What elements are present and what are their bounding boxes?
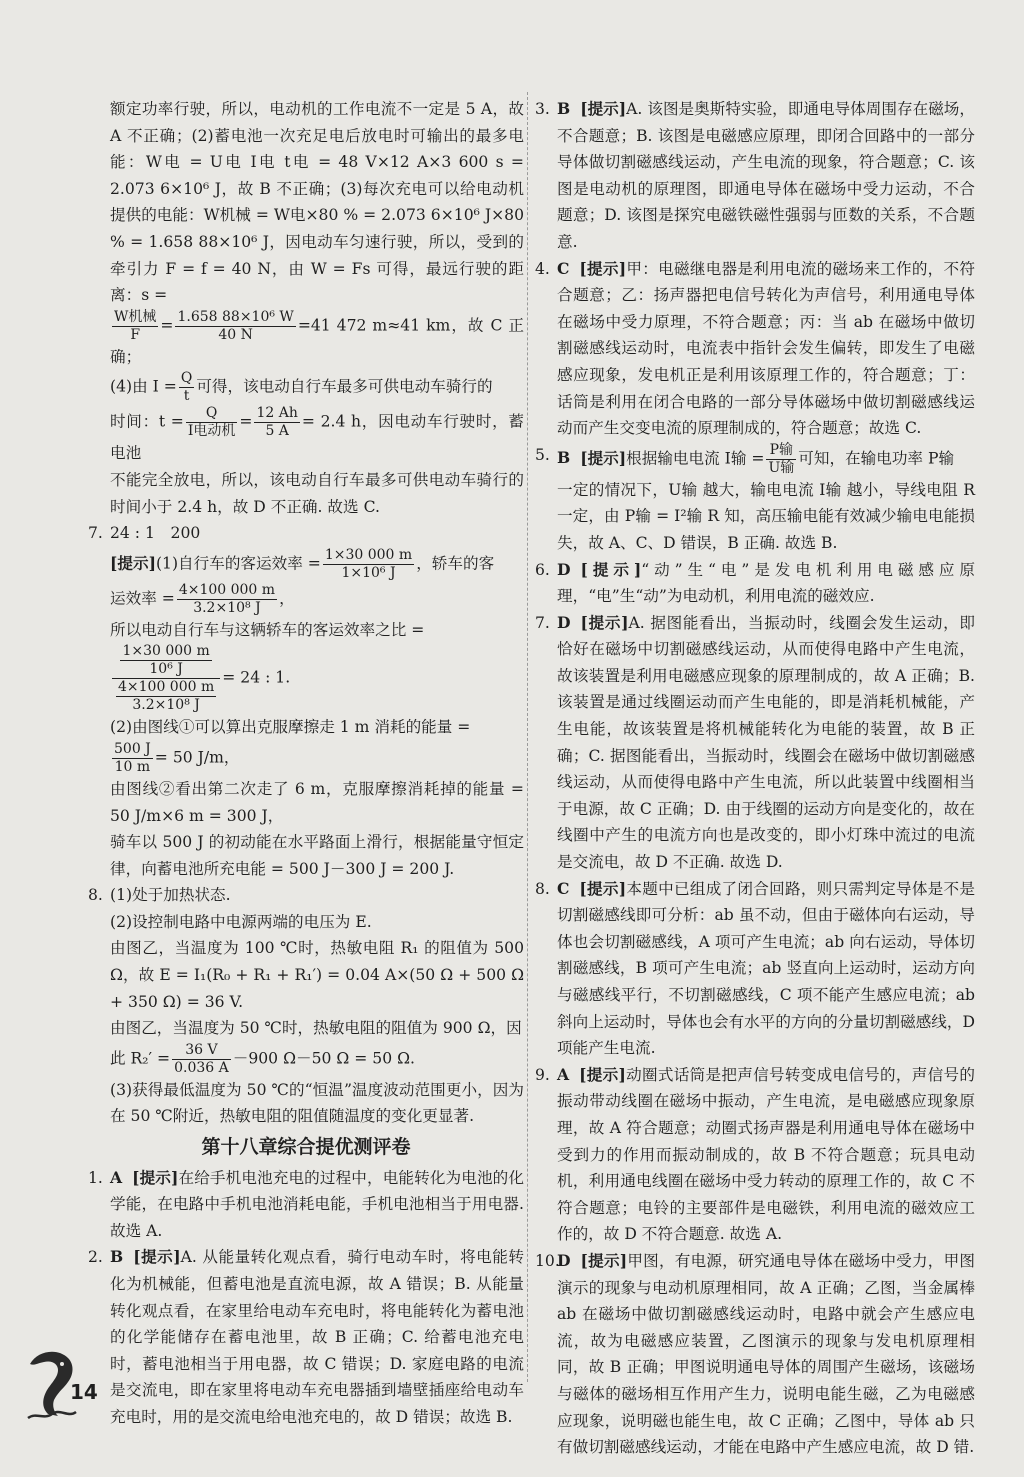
equals: = bbox=[239, 412, 253, 431]
text: = 50 J/m， bbox=[154, 748, 240, 767]
fraction bbox=[766, 442, 796, 477]
answer-item-7 bbox=[88, 520, 524, 882]
item-body bbox=[557, 876, 975, 1062]
hint-label: [提示] bbox=[579, 1064, 626, 1084]
item-body bbox=[557, 96, 975, 256]
item-body bbox=[110, 882, 524, 1130]
item-number: 3. bbox=[535, 100, 550, 118]
item-number: 8. bbox=[535, 879, 550, 898]
q8-line-6: (3)获得最低温度为 50 ℃的“恒温”温度波动范围更小，因为在 50 ℃附近，热敏电阻的阻值随温度的变化更显著. bbox=[110, 1080, 524, 1126]
item-body bbox=[557, 256, 975, 442]
text: ， bbox=[279, 589, 295, 608]
answer-letter: C bbox=[557, 258, 570, 278]
text: 可知，在输电功率 P输 bbox=[798, 449, 955, 468]
item-body bbox=[557, 557, 975, 610]
q5-line-2: 一定的情况下，U输 越大，输电电流 I输 越小，导线电阻 R 一定，由 P输 = I²输 R 知，高压输电能有效减少输电电能损失，故 A、C、D 错误，B 正确. 故选 B. bbox=[557, 480, 975, 552]
fraction-numerator: 4×100 000 m bbox=[118, 679, 215, 696]
fraction-denominator: I电动机 bbox=[187, 423, 236, 440]
q8-line-5 bbox=[110, 1042, 524, 1077]
compound-fraction bbox=[112, 643, 220, 714]
fraction bbox=[120, 643, 211, 678]
fraction bbox=[172, 1042, 231, 1077]
item-number: 10. bbox=[535, 1251, 560, 1270]
hint-label: [提示] bbox=[133, 1247, 181, 1267]
q6-time-line bbox=[110, 405, 524, 467]
q6-conclusion: 不能完全放电，所以，该电动自行车最多可供电动车骑行的时间小于 2.4 h，故 D 不正确. 故选 C. bbox=[110, 470, 524, 516]
item-number: 9. bbox=[535, 1065, 550, 1084]
q7-line-4: (2)由图线①可以算出克服摩擦走 1 m 消耗的能量 = bbox=[110, 718, 471, 737]
fraction-numerator: 500 J bbox=[114, 740, 151, 757]
compound-denominator bbox=[112, 679, 220, 714]
fraction bbox=[323, 547, 414, 582]
fraction-denominator: 3.2×10⁸ J bbox=[132, 697, 200, 714]
fraction-denominator: 0.036 A bbox=[174, 1059, 229, 1076]
fraction bbox=[177, 582, 277, 617]
hint-label: [提示] bbox=[580, 612, 629, 632]
text: =41 472 m≈41 km，故 C 正确； bbox=[110, 316, 524, 366]
fraction-numerator: 1.658 88×10⁶ W bbox=[177, 308, 294, 325]
text: (1)自行车的客运效率 = bbox=[155, 554, 321, 573]
fraction-numerator: W机械 bbox=[114, 308, 157, 325]
hint-label: [提示] bbox=[579, 878, 627, 898]
fraction-numerator: 1×30 000 m bbox=[324, 546, 413, 563]
fraction-numerator: 4×100 000 m bbox=[178, 581, 276, 598]
q6-part4 bbox=[110, 370, 524, 405]
fraction-denominator: F bbox=[130, 326, 141, 343]
left-item-list bbox=[88, 1165, 524, 1431]
item-body bbox=[110, 1165, 524, 1245]
fraction bbox=[179, 370, 194, 405]
text: ，轿车的客 bbox=[416, 554, 495, 573]
fraction-numerator: Q bbox=[186, 405, 238, 423]
item-number: 4. bbox=[535, 259, 550, 278]
item-text: A. 该图是奥斯特实验，即通电导体周围存在磁场，不合题意；B. 该图是电磁感应原理，即闭合回路中的一部分导体做切割磁感线运动，产生电流的现象，符合题意；C. 该图是电动机的原理图，即通电导体在磁场中受力运动，不合题意；D. 该图是探究电磁铁磁性强弱与匝数的关系，不合题意. bbox=[557, 100, 975, 251]
answer-letter: D bbox=[557, 1250, 571, 1270]
answer-item-5 bbox=[535, 442, 975, 557]
left-column bbox=[88, 96, 524, 1431]
fraction-denominator: 40 N bbox=[218, 326, 253, 343]
q6-continuation bbox=[88, 96, 524, 520]
fraction-numerator: Q bbox=[180, 370, 193, 387]
answer-item bbox=[88, 1244, 524, 1430]
item-body bbox=[110, 1244, 524, 1430]
item-text: 动圈式话筒是把声信号转变成电信号的，声信号的振动带动线圈在磁场中振动，产生电流，是电磁感应现象原理，故 A 符合题意；动圈式扬声器是利用通电导体在磁场中受到力的作用而振动制成的，故 B 不符合题意；玩具电动机，利用通电线圈在磁场中受力转动的原理工作的，故 C 不符合题意；电铃的主要部件是电磁铁，利用电流的磁效应工作的，故 D 不符合题意. 故选 A. bbox=[557, 1065, 975, 1244]
item-text: A. 从能量转化观点看，骑行电动车时，将电能转化为机械能，但蓄电池是直流电源，故 A 错误；B. 从能量转化观点看，在家里给电动车充电时，将电能转化为蓄电池的化学能储存在蓄电池里，故 B 正确；C. 给蓄电池充电时，蓄电池相当于用电器，故 C 错误；D. 家庭电路的电流是交流电，即在家里将电动车充电器插到墙壁插座给电动车充电时，用的是交流电给电池充电的，故 D 错误；故选 B. bbox=[110, 1248, 524, 1426]
hint-label: [提示] bbox=[579, 258, 627, 278]
item-text: “动”生“电”是发电机利用电磁感应原理，“电”生“动”为电动机，利用电流的磁效应. bbox=[557, 560, 976, 606]
hint-label: [提示] bbox=[110, 553, 156, 573]
answer-item bbox=[535, 96, 975, 256]
q5-line-1 bbox=[557, 442, 975, 477]
text: 运效率 = bbox=[110, 589, 175, 608]
text: 时间：t = bbox=[110, 412, 184, 431]
fraction-numerator: 36 V bbox=[172, 1042, 231, 1060]
q7-line-2 bbox=[110, 582, 524, 617]
fraction bbox=[112, 741, 153, 776]
text: = 2.4 h，因电动车行驶时，蓄电池 bbox=[110, 412, 524, 463]
q7-line-5 bbox=[110, 741, 524, 776]
q8-line-1: (1)处于加热状态. bbox=[110, 886, 231, 905]
q8-line-3: 由图乙，当温度为 100 ℃时，热敏电阻 R₁ 的阻值为 500 Ω，故 E = I₁(R₀ + R₁ + R₁′) = 0.04 A×(50 Ω + 500 Ω + 350 Ω) = 36 V. bbox=[110, 939, 524, 1011]
answer-letter: D bbox=[557, 612, 571, 632]
fraction-denominator: 10 m bbox=[114, 758, 151, 775]
answer-item bbox=[535, 876, 975, 1062]
answer-letter: A bbox=[557, 1064, 570, 1084]
page-number: 14 bbox=[70, 1380, 98, 1404]
fraction-denominator: U输 bbox=[768, 459, 795, 476]
item-body bbox=[557, 1062, 975, 1248]
fraction-denominator: t bbox=[183, 388, 190, 405]
item-number: 6. bbox=[535, 560, 550, 579]
item-text: 在给手机电池充电的过程中，电能转化为电池的化学能，在电路中手机电池消耗电能，手机电池相当于用电器. 故选 A. bbox=[110, 1168, 524, 1240]
fraction-denominator: 5 A bbox=[265, 423, 289, 440]
item-text: 甲：电磁继电器是利用电流的磁场来工作的，不符合题意；乙：扬声器把电信号转化为声信号，利用通电导体在磁场中受力原理，不符合题意；丙：当 ab 在磁场中做切割磁感线运动时，电流表中指针会发生偏转，即发生了电磁感应现象，发电机正是利用该原理工作的，符合题意；丁：话筒是利用在闭合电路的一部分导体磁场中做切割磁感线运动而产生交变电流的原理制成的，符合题意；故选 C. bbox=[557, 259, 975, 438]
hint-label: [提示] bbox=[580, 448, 627, 468]
text: 此 R₂′ = bbox=[110, 1049, 171, 1068]
fraction-numerator: 1×30 000 m bbox=[122, 643, 210, 660]
q8-line-2: (2)设控制电路中电源两端的电压为 E. bbox=[110, 912, 372, 931]
answer-letter: B bbox=[557, 99, 571, 118]
answer-letter: B bbox=[110, 1247, 124, 1267]
fraction bbox=[254, 405, 299, 440]
q6-distance-line bbox=[110, 309, 524, 371]
column-divider bbox=[527, 92, 529, 1382]
answer-item-8 bbox=[88, 882, 524, 1130]
text: = 24 : 1. bbox=[222, 668, 291, 687]
q7-line-1 bbox=[110, 547, 524, 582]
q7-compound-fraction bbox=[110, 643, 524, 714]
fraction-denominator: 10⁶ J bbox=[149, 661, 183, 678]
answer-item bbox=[535, 256, 975, 442]
fraction-numerator: P输 bbox=[766, 442, 796, 460]
item-number: 7. bbox=[88, 524, 103, 543]
q7-answer: 24 : 1 200 bbox=[110, 524, 201, 543]
fraction-numerator: 12 Ah bbox=[256, 405, 298, 422]
text: －900 Ω－50 Ω = 50 Ω. bbox=[232, 1049, 415, 1068]
fraction bbox=[175, 309, 295, 344]
item-body bbox=[557, 610, 975, 876]
answer-letter: C bbox=[557, 878, 570, 898]
hint-label: [提示] bbox=[580, 99, 627, 118]
hint-label: [提示] bbox=[132, 1167, 179, 1187]
item-body bbox=[557, 1248, 975, 1461]
fraction-denominator: 3.2×10⁸ J bbox=[193, 599, 261, 616]
item-text: 甲图，有电源，研究通电导体在磁场中受力，甲图演示的现象与电动机原理相同，故 A 正确；乙图，当金属棒 ab 在磁场中做切割磁感线运动时，电路中就会产生感应电流，故为电磁感应装置，乙图演示的现象与发电机原理相同，故 B 正确；甲图说明通电导体的周围产生磁场，该磁场与磁体的磁场相互作用产生力，说明电能生磁，乙为电磁感应现象，说明磁也能生电，故 C 正确；乙图中，导体 ab 只有做切割磁感线运动，才能在电路中产生感应电流，故 D 错. bbox=[557, 1251, 975, 1457]
item-body bbox=[110, 520, 524, 882]
text: 可得，该电动自行车最多可供电动车骑行的 bbox=[196, 377, 493, 396]
answer-item bbox=[535, 1248, 975, 1461]
item-number: 8. bbox=[88, 886, 103, 905]
chapter-title: 第十八章综合提优测评卷 bbox=[201, 1136, 411, 1159]
q7-line-6: 由图线②看出第二次走了 6 m，克服摩擦消耗掉的能量 = 50 J/m×6 m = 300 J， bbox=[110, 779, 524, 825]
answer-item bbox=[535, 1062, 975, 1248]
answer-letter: B bbox=[557, 448, 571, 468]
fraction-denominator: 1×10⁶ J bbox=[341, 564, 396, 581]
answer-letter: A bbox=[110, 1167, 123, 1187]
item-number: 5. bbox=[535, 445, 550, 464]
right-column bbox=[535, 96, 975, 1461]
answer-item bbox=[535, 557, 975, 610]
item-text: A. 据图能看出，当振动时，线圈会发生运动，即恰好在磁场中切割磁感线运动，从而使得电路中产生电流，故该装置是利用电磁感应现象的原理制成的，故 A 正确；B. 该装置是通过线圈运动而产生电能的，即是消耗机械能，产生电能，故该装置是将机械能转化为电能的装置，故 B 正确；C. 据图能看出，当振动时，线圈会在磁场中做切割磁感线运动，从而使得电路中产生电流，所以此装置中线圈相当于电源，故 C 正确；D. 由于线圈的运动方向是变化的，故在线圈中产生的电流方向也是改变的，即小灯珠中流过的电流是交流电，故 D 不正确. 故选 D. bbox=[557, 613, 975, 872]
compound-numerator bbox=[112, 643, 220, 679]
answer-item bbox=[88, 1165, 524, 1245]
text: 根据输电电流 I输 = bbox=[626, 449, 765, 468]
answer-letter: D bbox=[557, 559, 571, 579]
text: (4)由 I = bbox=[110, 377, 177, 396]
item-number: 7. bbox=[535, 613, 550, 632]
hint-label: [提示] bbox=[580, 1250, 628, 1270]
q8-line-4: 由图乙，当温度为 50 ℃时，热敏电阻的阻值为 900 Ω，因 bbox=[110, 1019, 522, 1038]
item-body bbox=[557, 442, 975, 557]
answer-item bbox=[535, 610, 975, 876]
fraction bbox=[112, 309, 158, 344]
q6-paragraph-1: 额定功率行驶，所以，电动机的工作电流不一定是 5 A，故 A 不正确；(2)蓄电池一次充足电后放电时可输出的最多电能：W电 = U电 I电 t电 = 48 V×12 A×3 600 s = 2.073 6×10⁶ J，故 B 不正确；(3)每次充电可以给电动机提供的电能：W机械 = W电×80 % = 2.073 6×10⁶ J×80 % = 1.658 88×10⁶ J，因电动车匀速行驶，所以，受到的牵引力 F = f = 40 N，由 W = Fs 可得，最远行驶的距离：s = bbox=[110, 100, 524, 305]
item-number: 2. bbox=[88, 1248, 103, 1267]
q7-line-3: 所以电动自行车与这辆轿车的客运效率之比 = bbox=[110, 620, 425, 639]
q7-line-7: 骑车以 500 J 的初动能在水平路面上滑行，根据能量守恒定律，向蓄电池所充电能 = 500 J－300 J = 200 J. bbox=[110, 833, 524, 878]
equals: = bbox=[160, 316, 174, 335]
fraction bbox=[116, 679, 216, 714]
hint-label: [提示] bbox=[580, 559, 642, 579]
fraction bbox=[186, 405, 238, 440]
item-number: 1. bbox=[88, 1168, 103, 1187]
item-text: 本题中已组成了闭合回路，则只需判定导体是不是切割磁感线即可分析：ab 虽不动，但由于磁体向右运动，导体也会切割磁感线，A 项可产生电流；ab 向右运动，导体切割磁感线，B 项可产生电流；ab 竖直向上运动时，运动方向与磁感线平行，不切割磁感线，C 项不能产生感应电流；ab 斜向上运动时，导体也会有水平的方向的分量切割磁感线，D 项能产生电流. bbox=[557, 879, 975, 1058]
